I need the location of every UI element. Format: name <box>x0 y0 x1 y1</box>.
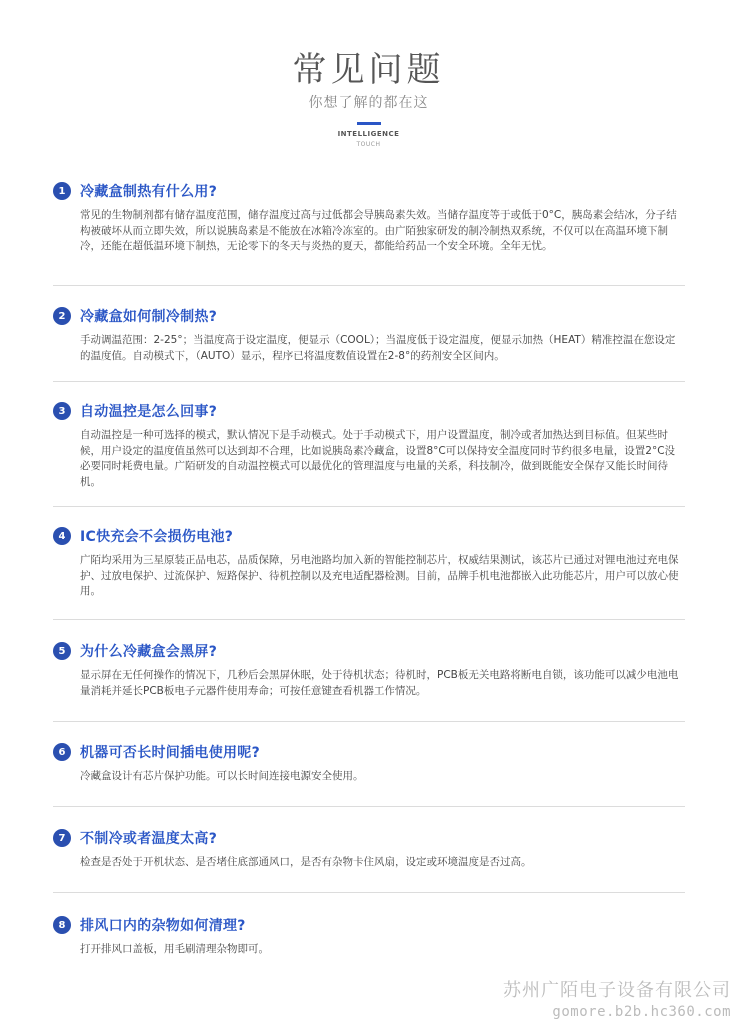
tag-line-2: TOUCH <box>356 141 381 148</box>
accent-bar <box>357 122 381 125</box>
number-badge: 4 <box>53 527 71 545</box>
number-badge: 6 <box>53 743 71 761</box>
faq-item-7 <box>53 827 685 871</box>
faq-item-8 <box>53 914 685 958</box>
divider <box>53 506 685 507</box>
divider <box>53 619 685 620</box>
faq-item-1 <box>53 180 685 255</box>
number-badge: 3 <box>53 402 71 420</box>
faq-question: 不制冷或者温度太高? <box>80 831 218 847</box>
faq-question: 排风口内的杂物如何清理? <box>80 918 246 934</box>
company-url: gomore.b2b.hc360.com <box>552 1004 731 1020</box>
faq-item-5 <box>53 640 685 699</box>
divider <box>53 285 685 286</box>
number-badge: 8 <box>53 916 71 934</box>
company-name: 苏州广陌电子设备有限公司 <box>503 980 731 1001</box>
faq-answer: 冷藏盒设计有芯片保护功能。可以长时间连接电源安全使用。 <box>80 770 364 782</box>
faq-question: 机器可否长时间插电使用呢? <box>80 745 261 761</box>
faq-answer: 打开排风口盖板，用毛刷清理杂物即可。 <box>80 943 269 955</box>
faq-answer: 常见的生物制剂都有储存温度范围，储存温度过高与过低都会导胰岛素失效。当储存温度等于或低于0°C，胰岛素会结冰，分子结构被破坏从而立即失效，所以说胰岛素是不能放在冰箱冷冻室的。由广陌独家研发的制冷制热双系统，不仅可以在高温环境下制冷，还能在超低温环境下制热，无论零下的冬天与炎热的夏天，都能给药品一个安全环境。全年无忧。 <box>80 209 677 252</box>
faq-question: 冷藏盒如何制冷制热? <box>80 309 218 325</box>
faq-question-row <box>53 180 685 202</box>
faq-item-2 <box>53 305 685 364</box>
faq-question: 自动温控是怎么回事? <box>80 404 218 420</box>
faq-question: 冷藏盒制热有什么用? <box>80 184 218 200</box>
page-title: 常见问题 <box>292 50 445 90</box>
number-badge: 5 <box>53 642 71 660</box>
faq-answer: 手动调温范围：2-25°；当温度高于设定温度，便显示（COOL）；当温度低于设定温度，便显示加热（HEAT）精准控温在您设定的温度值。自动模式下，（AUTO）显示，程序已将温度数值设置在2-8°的药剂安全区间内。 <box>80 334 676 362</box>
page-subtitle: 你想了解的都在这 <box>308 95 429 111</box>
page-header <box>0 0 737 178</box>
number-badge: 1 <box>53 182 71 200</box>
faq-question-row <box>53 827 685 849</box>
number-badge: 7 <box>53 829 71 847</box>
divider <box>53 892 685 893</box>
faq-question: 为什么冷藏盒会黑屏? <box>80 644 218 660</box>
faq-item-6 <box>53 741 685 785</box>
faq-answer: 检查是否处于开机状态、是否堵住底部通风口，是否有杂物卡住风扇，设定或环境温度是否过高。 <box>80 856 532 868</box>
faq-question-row <box>53 305 685 327</box>
faq-question-row <box>53 741 685 763</box>
faq-question: IC快充会不会损伤电池? <box>80 529 234 545</box>
faq-answer: 显示屏在无任何操作的情况下，几秒后会黑屏休眠，处于待机状态；待机时，PCB板无关电路将断电自锁，该功能可以减少电池电量消耗并延长PCB板电子元器件使用寿命；可按任意键查看机器工作情况。 <box>80 669 679 697</box>
number-badge: 2 <box>53 307 71 325</box>
faq-question-row <box>53 640 685 662</box>
faq-question-row <box>53 914 685 936</box>
faq-item-4 <box>53 525 685 600</box>
faq-item-3 <box>53 400 685 490</box>
faq-answer: 广陌均采用为三星原装正品电芯，品质保障，另电池路均加入新的智能控制芯片，权威结果测试，该芯片已通过对锂电池过充电保护、过放电保护、过流保护、短路保护、待机控制以及充电适配器检测。目前，品牌手机电池都嵌入此功能芯片，用户可以放心使用。 <box>80 554 679 597</box>
divider <box>53 721 685 722</box>
divider <box>53 806 685 807</box>
tag-line-1: INTELLIGENCE <box>337 130 400 138</box>
faq-answer: 自动温控是一种可选择的模式，默认情况下是手动模式。处于手动模式下，用户设置温度，制冷或者加热达到目标值。但某些时候，用户设定的温度值虽然可以达到却不合理，比如说胰岛素冷藏盒，设置8°C可以保持安全温度同时节约很多电量，设置2°C没必要同时耗费电量。广陌研发的自动温控模式可以最优化的管理温度与电量的关系，科技制冷，做到既能安全保存又能长时间待机。 <box>80 429 676 488</box>
faq-question-row <box>53 525 685 547</box>
divider <box>53 381 685 382</box>
faq-question-row <box>53 400 685 422</box>
watermark-footer <box>503 976 731 1020</box>
